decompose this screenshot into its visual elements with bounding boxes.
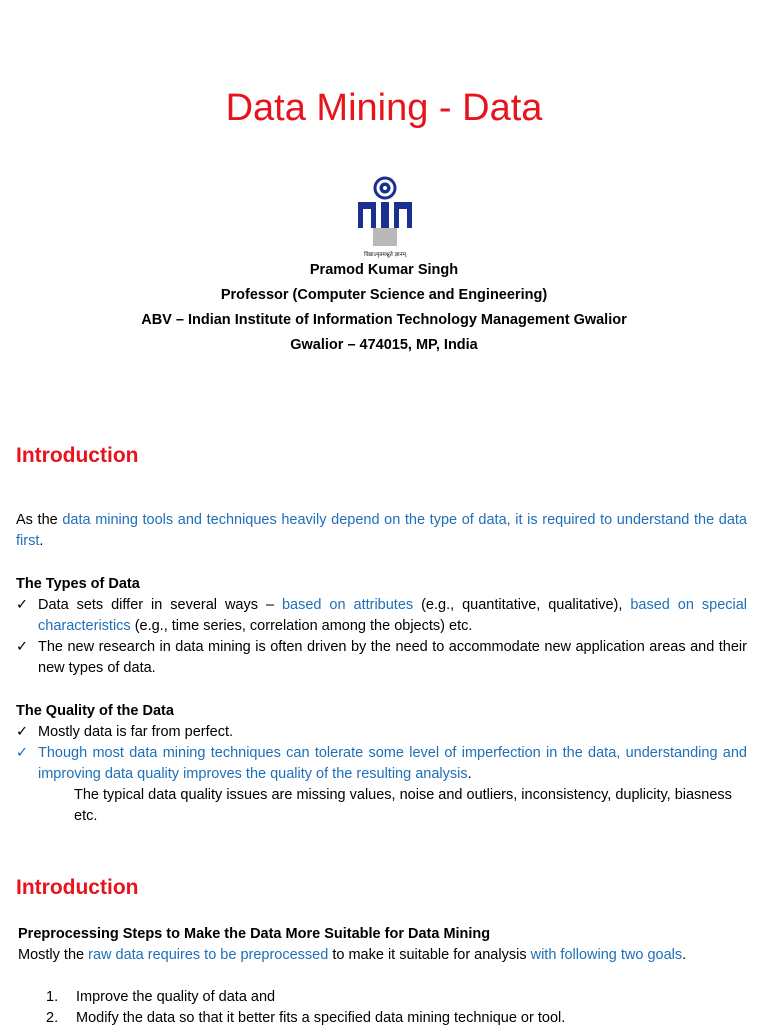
types-list — [16, 595, 747, 679]
quality-list — [16, 722, 747, 785]
pre-highlight-1: raw data requires to be preprocessed — [88, 947, 329, 963]
quality-b2-end: . — [467, 766, 472, 782]
check-icon: ✓ — [16, 745, 29, 761]
types-b1-text-3: (e.g., time series, correlation among the objects) etc. — [130, 618, 473, 634]
pre-text-2: to make it suitable for analysis — [328, 947, 531, 963]
intro-text: As the — [16, 512, 63, 528]
types-b1-highlight-1: based on attributes — [281, 597, 414, 613]
author-block — [0, 258, 768, 358]
item-text: Modify the data so that it better fits a specified data mining technique or tool. — [76, 1010, 566, 1026]
intro-paragraph — [16, 510, 747, 552]
preprocessing-subtitle: Preprocessing Steps to Make the Data More Suitable for Data Mining — [18, 926, 491, 942]
types-b1-highlight-2: based on special characteristics — [38, 597, 748, 634]
types-b2-text: The new research in data mining is often driven by the need to accommodate new application areas and their new types of data. — [38, 639, 747, 676]
intro-text-end: . — [39, 533, 44, 549]
quality-title: The Quality of the Data — [16, 703, 174, 719]
list-item — [16, 637, 747, 679]
list-item — [16, 595, 747, 637]
slide-heading: Introduction — [16, 876, 139, 899]
pre-text-3: . — [682, 947, 687, 963]
check-icon: ✓ — [16, 597, 29, 613]
item-text: Improve the quality of data and — [76, 989, 276, 1005]
item-number: 2. — [46, 1010, 59, 1026]
pre-text-1: Mostly the — [18, 947, 89, 963]
goals-list — [46, 987, 746, 1029]
preprocessing-paragraph — [18, 945, 749, 966]
author-institute: ABV – Indian Institute of Information Technology Management Gwalior — [141, 312, 627, 328]
types-b1-text-2: (e.g., quantitative, qualitative), — [413, 597, 631, 613]
list-item — [46, 1008, 746, 1029]
check-icon: ✓ — [16, 724, 29, 740]
slide-title: Data Mining - Data — [225, 87, 543, 129]
item-number: 1. — [46, 989, 59, 1005]
quality-note: The typical data quality issues are missing values, noise and outliers, inconsistency, duplicity, biasness etc. — [74, 787, 732, 824]
types-title: The Types of Data — [16, 576, 140, 592]
logo-motto: विद्याऽमृतमश्नुते ज्ञानम् — [364, 252, 406, 258]
quality-b2-highlight: Though most data mining techniques can tolerate some level of imperfection in the data, understanding and improving data quality improves the quality of the resulting analysis — [38, 745, 747, 782]
introduction-slide-2 — [0, 850, 768, 1024]
institute-logo-icon — [355, 176, 415, 260]
author-position: Professor (Computer Science and Engineering) — [220, 287, 548, 303]
slide-heading: Introduction — [16, 444, 139, 467]
list-item — [16, 743, 747, 785]
pre-highlight-2: with following two goals — [530, 947, 683, 963]
author-name: Pramod Kumar Singh — [309, 262, 459, 278]
check-icon: ✓ — [16, 639, 29, 655]
list-item — [46, 987, 746, 1008]
intro-highlight: data mining tools and techniques heavily depend on the type of data, it is required to understand the data first — [16, 512, 747, 549]
introduction-slide-1 — [0, 410, 768, 850]
author-address: Gwalior – 474015, MP, India — [290, 337, 478, 353]
types-b1-text: Data sets differ in several ways – — [38, 597, 282, 613]
quality-b1-text: Mostly data is far from perfect. — [38, 724, 234, 740]
list-item — [16, 722, 747, 743]
title-slide — [0, 0, 768, 410]
